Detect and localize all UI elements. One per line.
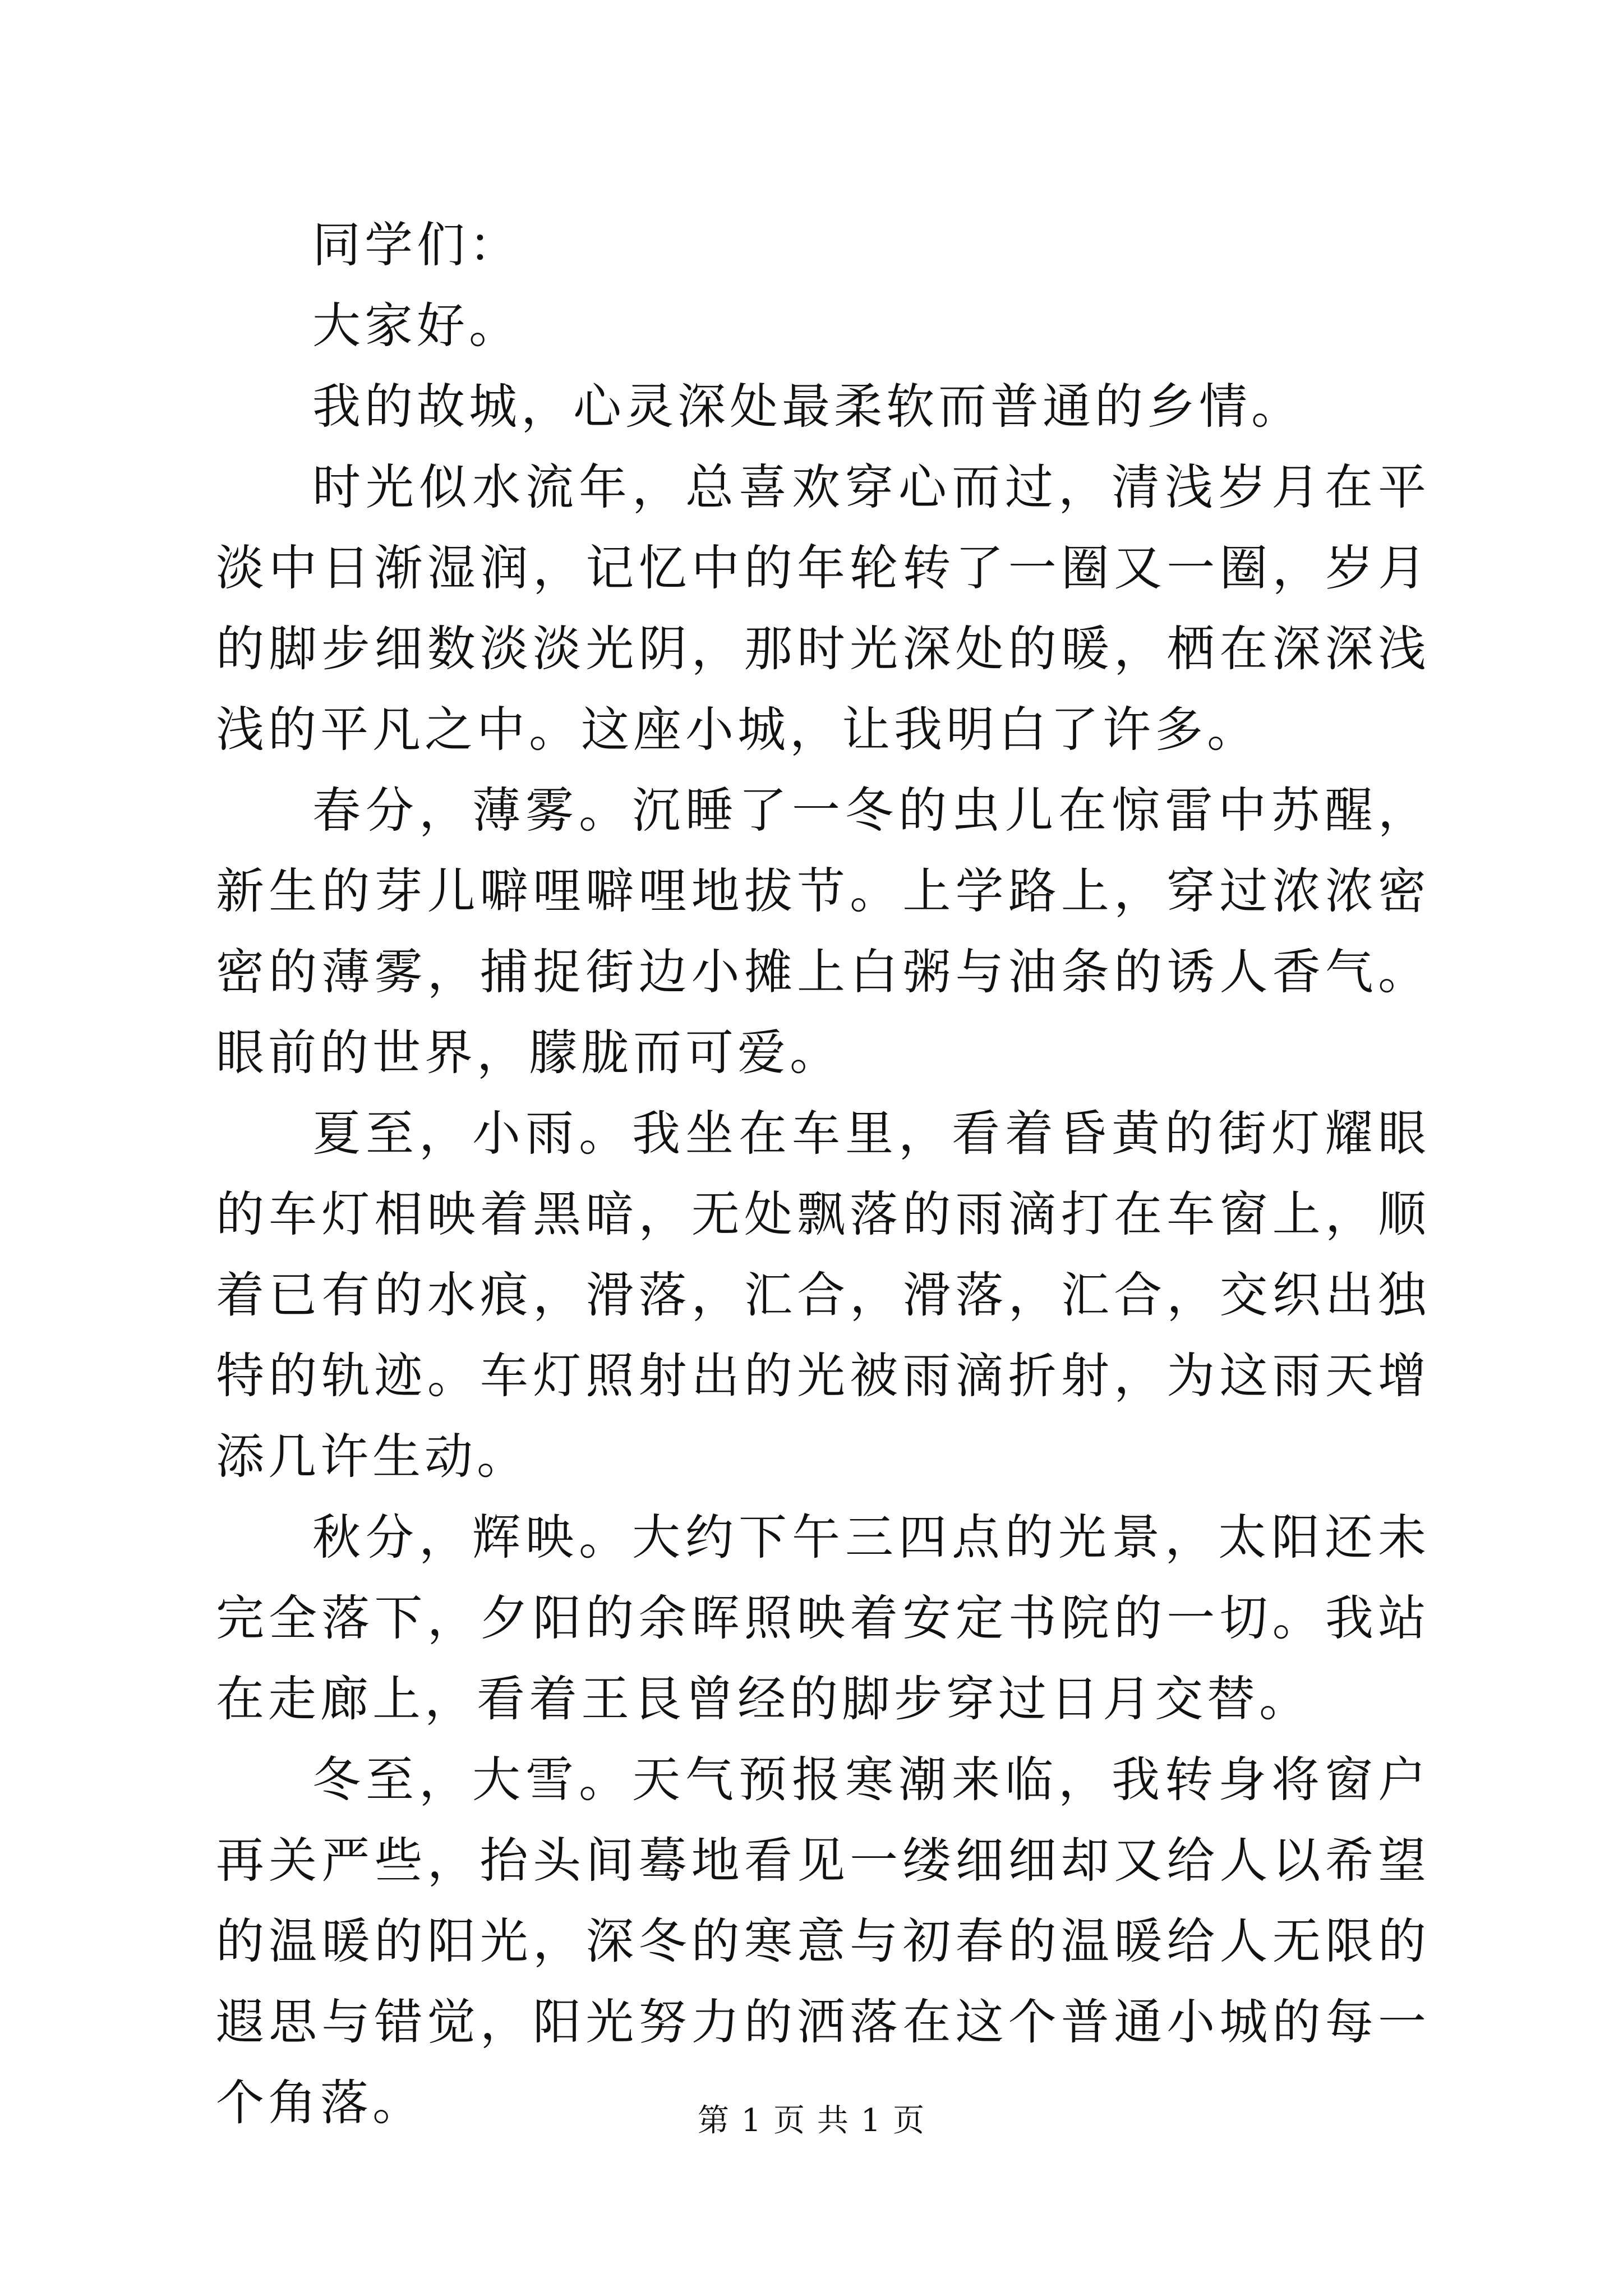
paragraph-summer: 夏至，小雨。我坐在车里，看着昏黄的街灯耀眼的车灯相映着黑暗，无处飘落的雨滴打在车窗上，顺着已有的水痕，滑落，汇合，滑落，汇合，交织出独特的轨迹。车灯照射出的光被雨滴折射，为这雨天增添几许生动。 [216,1106,1430,1485]
page-footer: 第 1 页 共 1 页 [697,2102,926,2139]
paragraph-winter: 冬至，大雪。天气预报寒潮来临，我转身将窗户再关严些，抬头间蓦地看见一缕细细却又给人以希望的温暖的阳光，深冬的寒意与初春的温暖给人无限的遐思与错觉，阳光努力的洒落在这个普通小城的每一个角落。 [216,1752,1430,2131]
paragraph-intro: 我的故城，心灵深处最柔软而普通的乡情。 [312,379,1303,435]
paragraph-spring: 春分，薄雾。沉睡了一冬的虫儿在惊雷中苏醒，新生的芽儿噼哩噼哩地拔节。上学路上，穿过浓浓密密的薄雾，捕捉街边小摊上白粥与油条的诱人香气。眼前的世界，朦胧而可爱。 [216,783,1430,1081]
paragraph-time: 时光似水流年，总喜欢穿心而过，清浅岁月在平淡中日渐湿润，记忆中的年轮转了一圈又一圈，岁月的脚步细数淡淡光阴，那时光深处的暖，栖在深深浅浅的平凡之中。这座小城，让我明白了许多。 [216,459,1430,758]
document-body [216,205,1430,2143]
greeting: 大家好。 [312,298,521,354]
salutation: 同学们： [312,217,521,273]
paragraph-autumn: 秋分，辉映。大约下午三四点的光景，太阳还未完全落下，夕阳的余晖照映着安定书院的一切。我站在走廊上，看着王艮曾经的脚步穿过日月交替。 [216,1510,1430,1727]
